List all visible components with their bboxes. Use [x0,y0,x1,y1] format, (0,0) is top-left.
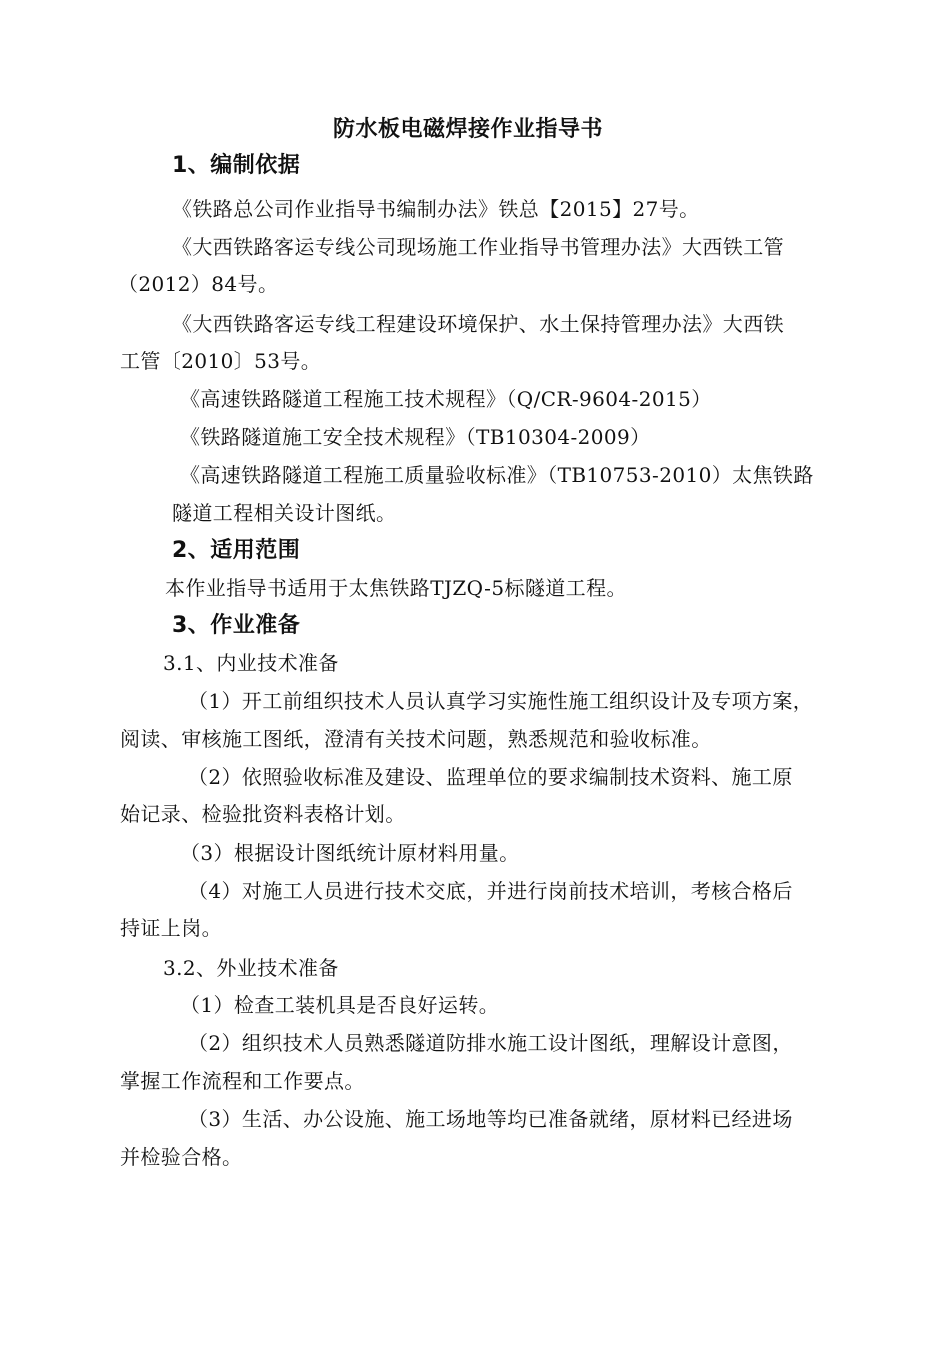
section-1-heading: 1、编制依据 [172,153,301,178]
section-1-line-5: 工管〔2010〕53号。 [120,349,322,373]
section-1-line-3: （2012）84号。 [118,272,279,296]
section-3-1-line-6: （4）对施工人员进行技术交底，并进行岗前技术培训，考核合格后 [188,879,793,903]
section-3-2-line-3: 掌握工作流程和工作要点。 [120,1069,365,1093]
section-1-line-4: 《大西铁路客运专线工程建设环境保护、水土保持管理办法》大西铁 [172,312,784,336]
section-3-1-line-3: （2）依照验收标准及建设、监理单位的要求编制技术资料、施工原 [188,765,793,789]
document-title: 防水板电磁焊接作业指导书 [333,117,604,142]
section-1-line-9: 隧道工程相关设计图纸。 [172,501,397,525]
section-2-line-1: 本作业指导书适用于太焦铁路TJZQ-5标隧道工程。 [165,576,627,600]
section-3-1-line-1: （1）开工前组织技术人员认真学习实施性施工组织设计及专项方案， [188,689,814,713]
section-1-line-7: 《铁路隧道施工安全技术规程》（TB10304-2009） [180,425,651,449]
section-3-heading: 3、作业准备 [172,613,301,638]
section-3-1-line-5: （3）根据设计图纸统计原材料用量。 [180,841,520,865]
section-1-line-6: 《高速铁路隧道工程施工技术规程》（Q/CR-9604-2015） [180,387,712,411]
section-3-2-heading: 3.2、外业技术准备 [163,956,339,980]
section-3-2-line-4: （3）生活、办公设施、施工场地等均已准备就绪，原材料已经进场 [188,1107,793,1131]
section-1-line-1: 《铁路总公司作业指导书编制办法》铁总【2015】27号。 [172,197,700,221]
section-3-2-line-5: 并检验合格。 [120,1145,243,1169]
section-1-line-8: 《高速铁路隧道工程施工质量验收标准》（TB10753-2010）太焦铁路 [180,463,814,487]
section-3-1-line-7: 持证上岗。 [120,916,222,940]
section-3-1-line-2: 阅读、审核施工图纸，澄清有关技术问题，熟悉规范和验收标准。 [120,727,712,751]
section-1-line-2: 《大西铁路客运专线公司现场施工作业指导书管理办法》大西铁工管 [172,235,784,259]
section-3-1-heading: 3.1、内业技术准备 [163,651,339,675]
section-3-1-line-4: 始记录、检验批资料表格计划。 [120,802,406,826]
section-3-2-line-1: （1）检查工装机具是否良好运转。 [180,993,500,1017]
section-2-heading: 2、适用范围 [172,538,301,563]
section-3-2-line-2: （2）组织技术人员熟悉隧道防排水施工设计图纸，理解设计意图， [188,1031,793,1055]
